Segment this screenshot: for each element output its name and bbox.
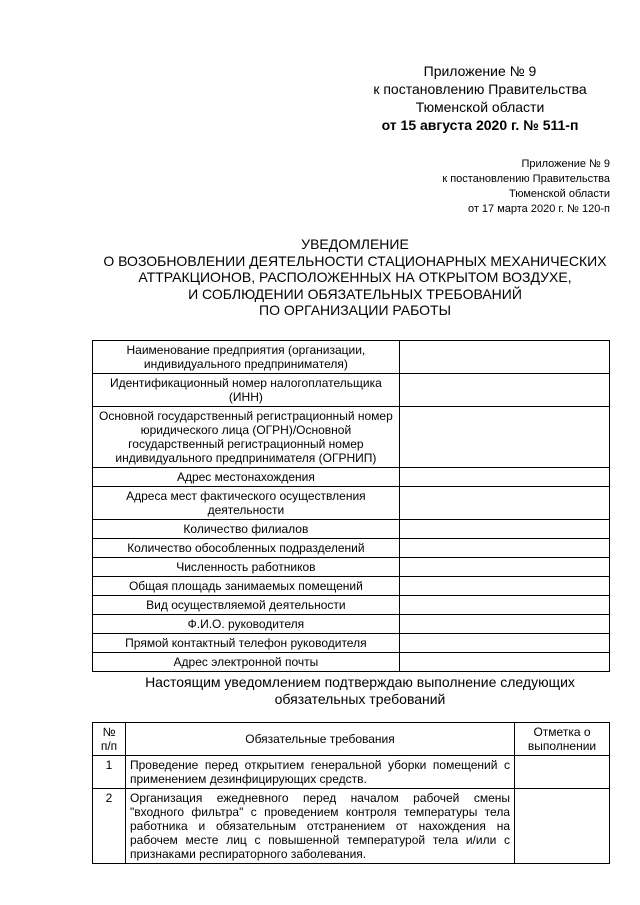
appendix-resolution-ref: к постановлению Правительства — [373, 81, 587, 97]
requirement-number: 2 — [93, 789, 126, 864]
table-row — [93, 653, 610, 672]
row-value-field[interactable] — [399, 558, 609, 577]
requirements-table — [92, 722, 610, 864]
confirmation-line-2: обязательных требований — [274, 691, 446, 707]
table-row — [93, 341, 610, 374]
title-line-4: И СОБЛЮДЕНИИ ОБЯЗАТЕЛЬНЫХ ТРЕБОВАНИЙ — [188, 285, 522, 302]
row-label: Численность работников — [93, 558, 400, 577]
row-label: Адрес местонахождения — [93, 468, 400, 487]
document-title — [90, 236, 620, 319]
row-label: Ф.И.О. руководителя — [93, 615, 400, 634]
table-row — [93, 468, 610, 487]
title-line-1: УВЕДОМЛЕНИЕ — [301, 236, 409, 252]
table-row — [93, 539, 610, 558]
table-row — [93, 634, 610, 653]
row-value-field[interactable] — [399, 634, 609, 653]
row-value-field[interactable] — [399, 374, 609, 407]
row-value-field[interactable] — [399, 520, 609, 539]
row-value-field[interactable] — [399, 577, 609, 596]
row-label: Количество филиалов — [93, 520, 400, 539]
appendix-prev-region: Тюменской области — [508, 188, 610, 200]
appendix-number: Приложение № 9 — [423, 63, 537, 79]
table-row — [93, 577, 610, 596]
row-label: Адрес электронной почты — [93, 653, 400, 672]
header-mark: Отметка о выполнении — [515, 723, 610, 756]
table-row — [93, 487, 610, 520]
row-label: Общая площадь занимаемых помещений — [93, 577, 400, 596]
appendix-header-current — [360, 62, 600, 134]
row-label: Адреса мест фактического осуществления деятельности — [93, 487, 400, 520]
row-value-field[interactable] — [399, 407, 609, 468]
appendix-prev-date-number: от 17 марта 2020 г. № 120-п — [467, 203, 610, 215]
row-value-field[interactable] — [399, 341, 609, 374]
completion-mark-field[interactable] — [515, 756, 610, 789]
appendix-prev-resolution-ref: к постановлению Правительства — [442, 173, 610, 185]
row-value-field[interactable] — [399, 468, 609, 487]
requirement-number: 1 — [93, 756, 126, 789]
title-line-2: О ВОЗОБНОВЛЕНИИ ДЕЯТЕЛЬНОСТИ СТАЦИОНАРНЫХ МЕХАНИЧЕСКИХ — [103, 252, 607, 269]
table-row — [93, 520, 610, 539]
organization-info-table — [92, 340, 610, 672]
table-row — [93, 374, 610, 407]
requirement-text: Организация ежедневного перед началом рабочей смены "входного фильтра" с проведением контроля температуры тела работника и обязательным отстранением от нахождения на рабочем месте лиц с повышенной температурой тела и/или с признаками респираторного заболевания. — [126, 789, 515, 864]
row-label: Основной государственный регистрационный номер юридического лица (ОГРН)/Основной государственный регистрационный номер индивидуального предпринимателя (ОГРНИП) — [93, 407, 400, 468]
requirement-text: Проведение перед открытием генеральной уборки помещений с применением дезинфицирующих средств. — [126, 756, 515, 789]
table-row — [93, 756, 610, 789]
table-row — [93, 615, 610, 634]
appendix-date-number: от 15 августа 2020 г. № 511-п — [381, 117, 579, 133]
row-value-field[interactable] — [399, 653, 609, 672]
table-header-row — [93, 723, 610, 756]
row-label: Наименование предприятия (организации, индивидуального предпринимателя) — [93, 341, 400, 374]
row-label: Вид осуществляемой деятельности — [93, 596, 400, 615]
row-value-field[interactable] — [399, 596, 609, 615]
confirmation-line-1: Настоящим уведомлением подтверждаю выполнение следующих — [145, 674, 575, 690]
table-row — [93, 407, 610, 468]
row-label: Количество обособленных подразделений — [93, 539, 400, 558]
header-number: № п/п — [93, 723, 126, 756]
appendix-header-previous — [400, 157, 610, 217]
title-line-5: ПО ОРГАНИЗАЦИИ РАБОТЫ — [259, 302, 451, 318]
header-requirement: Обязательные требования — [126, 723, 515, 756]
row-value-field[interactable] — [399, 615, 609, 634]
appendix-prev-number: Приложение № 9 — [521, 158, 610, 170]
appendix-region: Тюменской области — [415, 99, 545, 115]
row-label: Идентификационный номер налогоплательщика (ИНН) — [93, 374, 400, 407]
table-row — [93, 789, 610, 864]
row-label: Прямой контактный телефон руководителя — [93, 634, 400, 653]
completion-mark-field[interactable] — [515, 789, 610, 864]
table-row — [93, 596, 610, 615]
title-line-3: АТТРАКЦИОНОВ, РАСПОЛОЖЕННЫХ НА ОТКРЫТОМ ВОЗДУХЕ, — [138, 269, 572, 285]
confirmation-statement — [110, 674, 610, 708]
table-row — [93, 558, 610, 577]
row-value-field[interactable] — [399, 539, 609, 558]
row-value-field[interactable] — [399, 487, 609, 520]
